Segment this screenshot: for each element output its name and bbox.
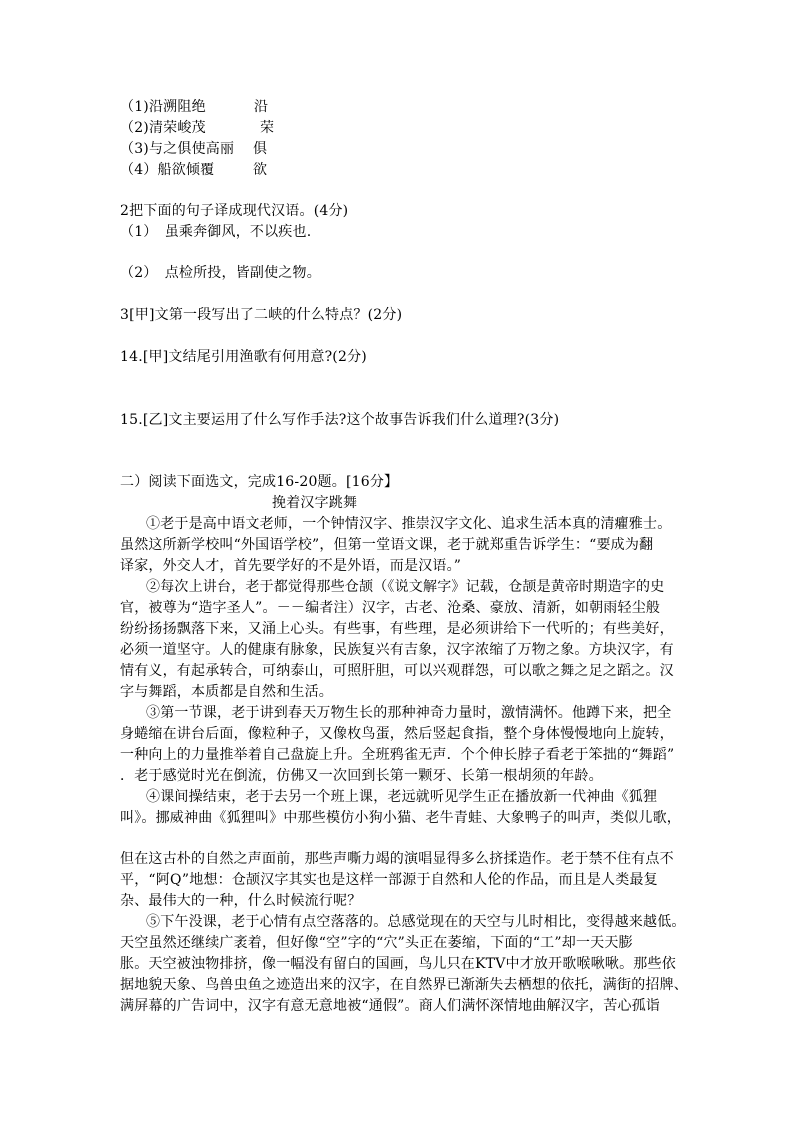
vocab-item [120, 118, 275, 138]
passage-line: ⑤下午没课，老于心情有点空落落的。总感觉现在的天空与儿时相比，变得越来越低。 [146, 914, 686, 930]
passage-line: 平，“阿Q”地想：仓颉汉字其实也是这样一部源于自然和人伦的作品，而且是人类最复 [120, 872, 658, 888]
passage-line: 身蜷缩在讲台后面，像粒种子，又像枚鸟蛋，然后竖起食指，整个身体慢慢地向上旋转， [120, 726, 674, 742]
passage-line: ④课间操结束，老于去另一个班上课，老远就听见学生正在播放新一代神曲《狐狸 [146, 789, 658, 805]
vocab-phrase: （4）船欲倾覆 [120, 162, 215, 178]
vocab-phrase: （3)与之俱使高丽 [120, 141, 235, 157]
question-2-sentence-2: （2） 点检所投，皆副使之物。 [120, 265, 321, 281]
passage-line: 译家，外交人才，首先要学好的不是外语，而是汉语。” [120, 558, 462, 574]
passage-line: 叫》。挪威神曲《狐狸叫》中那些模仿小狗小猫、老牛青蛙、大象鸭子的叫声，类似儿歌， [120, 810, 681, 826]
vocab-word: 欲 [253, 162, 268, 178]
passage-line: ．老于感觉时光在倒流，仿佛又一次回到长第一颗牙、长第一根胡须的年龄。 [120, 768, 603, 784]
vocab-word: 俱 [253, 141, 268, 157]
question-14: 14.[甲]文结尾引用渔歌有何用意?(2分) [120, 349, 367, 365]
passage-line: 满屏幕的广告词中，汉字有意无意地被“通假”。商人们满怀深情地曲解汉字，苦心孤诣 [120, 998, 661, 1014]
section-heading: 二）阅读下面选文，完成16-20题。[16分】 [120, 474, 399, 490]
passage-line: 虽然这所新学校叫“外国语学校”，但第一堂语文课，老于就郑重告诉学生：“要成为翻 [120, 537, 654, 553]
passage-line: 情有义，有起承转合，可纳泰山，可照肝胆，可以兴观群怨，可以歌之舞之足之蹈之。汉 [120, 663, 674, 679]
passage-title: 挽着汉字跳舞 [272, 495, 358, 511]
vocab-phrase: （1)沿溯阻绝 [120, 99, 206, 115]
question-2-prompt: 2把下面的句子译成现代汉语。(4分) [120, 203, 349, 219]
passage-line: 一种向上的力量推举着自己盘旋上升。全班鸦雀无声．个个伸长脖子看老于笨拙的“舞蹈” [120, 747, 675, 763]
vocab-item [120, 139, 268, 159]
question-3: 3[甲]文第一段写出了二峡的什么特点？(2分) [120, 307, 403, 323]
passage-line: 必须一道坚守。人的健康有脉象，民族复兴有吉象，汉字浓缩了万物之象。方块汉字，有 [120, 642, 674, 658]
vocab-word: 荣 [260, 120, 275, 136]
passage-line: ①老于是高中语文老师，一个钟情汉字、推崇汉字文化、追求生活本真的清癯雅士。 [146, 516, 672, 532]
passage-line: ③第一节课，老于讲到春天万物生长的那种神奇力量时，激情满怀。他蹲下来，把全 [146, 705, 672, 721]
passage-line: 天空虽然还继续广袤着，但好像“空”字的“穴”头正在萎缩，下面的“工”却一天天膨 [120, 935, 633, 951]
passage-line: 杂、最伟大的一种，什么时候流行呢？ [120, 893, 362, 909]
passage-line: 胀。天空被浊物排挤，像一幅没有留白的国画，鸟儿只在KTV中才放开歌喉啾啾。那些依 [120, 956, 676, 972]
passage-line: 但在这古朴的自然之声面前，那些声嘶力竭的演唱显得多么挤揉造作。老于禁不住有点不 [120, 851, 674, 867]
vocab-phrase: （2)清荣峻茂 [120, 120, 206, 136]
passage-line: 据地貌天象、鸟兽虫鱼之迹造出来的汉字，在自然界已渐渐失去栖想的依托，满街的招牌、 [120, 977, 688, 993]
question-15: 15.[乙]文主要运用了什么写作手法?这个故事告诉我们什么道理?(3分) [120, 412, 560, 428]
vocab-item [120, 97, 269, 117]
passage-line: 纷纷扬扬飘落下来，又涌上心头。有些事，有些理，是必须讲给下一代听的；有些美好， [120, 621, 674, 637]
vocab-word: 沿 [254, 99, 269, 115]
passage-line: 官，被尊为“造字圣人”。－－编者注）汉字，古老、沧桑、豪放、清新，如朝雨轻尘般 [120, 600, 661, 616]
passage-line: ②每次上讲台，老于都觉得那些仓颉（《说文解字》记载，仓颉是黄帝时期造字的史 [146, 579, 665, 595]
passage-line: 字与舞蹈，本质都是自然和生活。 [120, 684, 333, 700]
question-2-sentence-1: （1） 虽乘奔御风，不以疾也. [120, 224, 312, 240]
vocab-item [120, 160, 268, 180]
